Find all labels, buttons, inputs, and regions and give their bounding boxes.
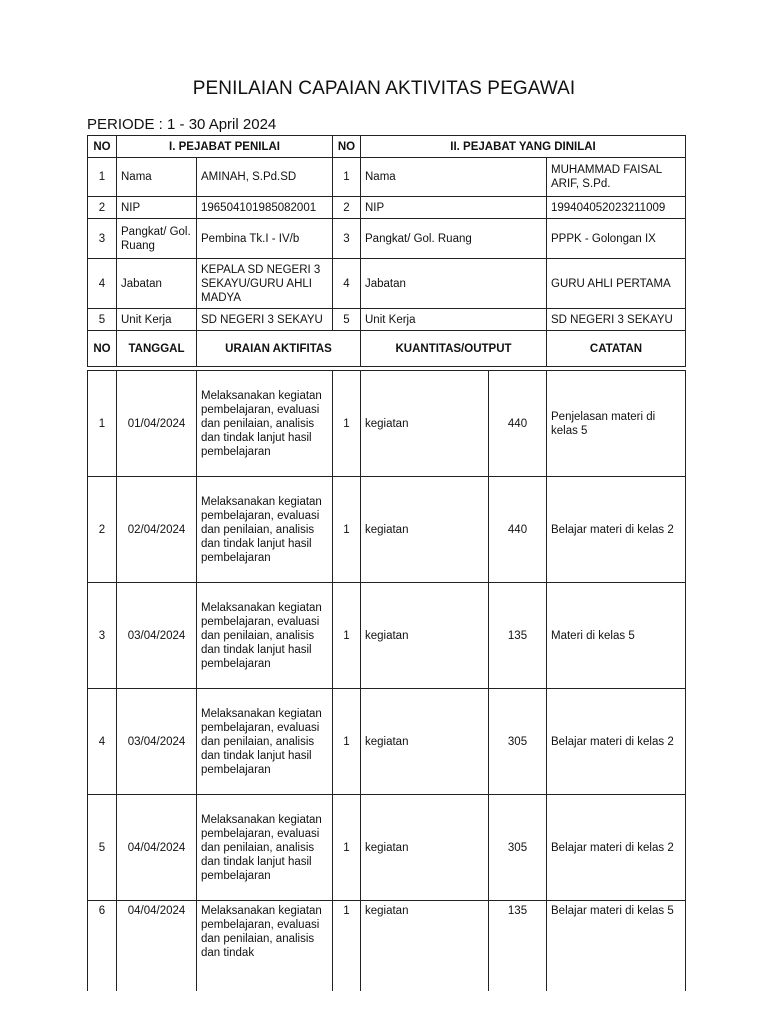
identity-label: Pangkat/ Gol. Ruang xyxy=(117,219,197,259)
identity-row xyxy=(88,259,686,309)
activity-note: Materi di kelas 5 xyxy=(547,583,686,689)
activity-time: 440 xyxy=(489,477,547,583)
identity-row xyxy=(88,158,686,197)
identity-label-2: Nama xyxy=(361,158,547,197)
header-penilai: I. PEJABAT PENILAI xyxy=(117,136,333,158)
activity-qty: 1 xyxy=(333,689,361,795)
identity-row xyxy=(88,197,686,219)
activity-qty: 1 xyxy=(333,901,361,991)
activity-date: 02/04/2024 xyxy=(117,477,197,583)
identity-no-2: 4 xyxy=(333,259,361,309)
penilai-value: SD NEGERI 3 SEKAYU xyxy=(197,309,333,331)
identity-label: NIP xyxy=(117,197,197,219)
activity-no: 5 xyxy=(88,795,117,901)
activity-header-uraian: URAIAN AKTIFITAS xyxy=(197,331,361,367)
identity-row xyxy=(88,309,686,331)
activity-note: Belajar materi di kelas 2 xyxy=(547,795,686,901)
dinilai-value: SD NEGERI 3 SEKAYU xyxy=(547,309,686,331)
activity-no: 1 xyxy=(88,371,117,477)
identity-no: 4 xyxy=(88,259,117,309)
identity-label-2: NIP xyxy=(361,197,547,219)
activity-header-no: NO xyxy=(88,331,117,367)
activity-qty: 1 xyxy=(333,795,361,901)
identity-no: 5 xyxy=(88,309,117,331)
page-title: PENILAIAN CAPAIAN AKTIVITAS PEGAWAI xyxy=(192,78,576,99)
dinilai-value: MUHAMMAD FAISAL ARIF, S.Pd. xyxy=(547,158,686,197)
activity-time: 135 xyxy=(489,583,547,689)
activity-date: 04/04/2024 xyxy=(117,901,197,991)
activity-table xyxy=(87,370,686,991)
activity-description: Melaksanakan kegiatan pembelajaran, evaluasi dan penilaian, analisis dan tindak lanjut hasil pembelajaran xyxy=(197,583,333,689)
periode-label: PERIODE : 1 - 30 April 2024 xyxy=(87,116,277,133)
header-no: NO xyxy=(88,136,117,158)
activity-no: 3 xyxy=(88,583,117,689)
identity-no-2: 2 xyxy=(333,197,361,219)
activity-date: 03/04/2024 xyxy=(117,689,197,795)
header-no-2: NO xyxy=(333,136,361,158)
identity-label-2: Unit Kerja xyxy=(361,309,547,331)
activity-unit: kegiatan xyxy=(361,901,489,991)
identity-header-row xyxy=(88,136,686,158)
dinilai-value: 199404052023211009 xyxy=(547,197,686,219)
activity-description: Melaksanakan kegiatan pembelajaran, evaluasi dan penilaian, analisis dan tindak lanjut hasil pembelajaran xyxy=(197,795,333,901)
penilai-value: Pembina Tk.I - IV/b xyxy=(197,219,333,259)
activity-row xyxy=(88,371,686,477)
activity-date: 04/04/2024 xyxy=(117,795,197,901)
activity-time: 440 xyxy=(489,371,547,477)
identity-no-2: 3 xyxy=(333,219,361,259)
activity-unit: kegiatan xyxy=(361,477,489,583)
activity-row xyxy=(88,477,686,583)
activity-row xyxy=(88,901,686,991)
activity-header-tanggal: TANGGAL xyxy=(117,331,197,367)
identity-no: 1 xyxy=(88,158,117,197)
activity-unit: kegiatan xyxy=(361,371,489,477)
penilai-value: AMINAH, S.Pd.SD xyxy=(197,158,333,197)
activity-description: Melaksanakan kegiatan pembelajaran, evaluasi dan penilaian, analisis dan tindak lanjut hasil pembelajaran xyxy=(197,689,333,795)
activity-qty: 1 xyxy=(333,371,361,477)
identity-label: Unit Kerja xyxy=(117,309,197,331)
activity-qty: 1 xyxy=(333,583,361,689)
activity-unit: kegiatan xyxy=(361,583,489,689)
activity-description: Melaksanakan kegiatan pembelajaran, evaluasi dan penilaian, analisis dan tindak lanjut hasil pembelajaran xyxy=(197,477,333,583)
identity-no: 3 xyxy=(88,219,117,259)
activity-note: Belajar materi di kelas 2 xyxy=(547,689,686,795)
activity-header-kuantitas: KUANTITAS/OUTPUT xyxy=(361,331,547,367)
dinilai-value: GURU AHLI PERTAMA xyxy=(547,259,686,309)
penilai-value: 196504101985082001 xyxy=(197,197,333,219)
activity-time: 305 xyxy=(489,689,547,795)
activity-row xyxy=(88,583,686,689)
dinilai-value: PPPK - Golongan IX xyxy=(547,219,686,259)
assessment-table xyxy=(87,135,686,367)
activity-date: 01/04/2024 xyxy=(117,371,197,477)
identity-label: Nama xyxy=(117,158,197,197)
activity-note: Belajar materi di kelas 2 xyxy=(547,477,686,583)
activity-no: 4 xyxy=(88,689,117,795)
activity-description: Melaksanakan kegiatan pembelajaran, evaluasi dan penilaian, analisis dan tindak lanjut hasil pembelajaran xyxy=(197,371,333,477)
activity-header-catatan: CATATAN xyxy=(547,331,686,367)
activity-date: 03/04/2024 xyxy=(117,583,197,689)
identity-label-2: Jabatan xyxy=(361,259,547,309)
activity-note: Belajar materi di kelas 5 xyxy=(547,901,686,991)
activity-qty: 1 xyxy=(333,477,361,583)
identity-label-2: Pangkat/ Gol. Ruang xyxy=(361,219,547,259)
penilai-value: KEPALA SD NEGERI 3 SEKAYU/GURU AHLI MADYA xyxy=(197,259,333,309)
activity-time: 305 xyxy=(489,795,547,901)
activity-description: Melaksanakan kegiatan pembelajaran, evaluasi dan penilaian, analisis dan tindak xyxy=(197,901,333,991)
activity-header-row xyxy=(88,331,686,367)
identity-no-2: 5 xyxy=(333,309,361,331)
activity-unit: kegiatan xyxy=(361,689,489,795)
identity-no: 2 xyxy=(88,197,117,219)
activity-no: 6 xyxy=(88,901,117,991)
identity-no-2: 1 xyxy=(333,158,361,197)
header-dinilai: II. PEJABAT YANG DINILAI xyxy=(361,136,686,158)
activity-note: Penjelasan materi di kelas 5 xyxy=(547,371,686,477)
identity-label: Jabatan xyxy=(117,259,197,309)
identity-row xyxy=(88,219,686,259)
activity-unit: kegiatan xyxy=(361,795,489,901)
activity-no: 2 xyxy=(88,477,117,583)
activity-time: 135 xyxy=(489,901,547,991)
activity-row xyxy=(88,689,686,795)
activity-row xyxy=(88,795,686,901)
